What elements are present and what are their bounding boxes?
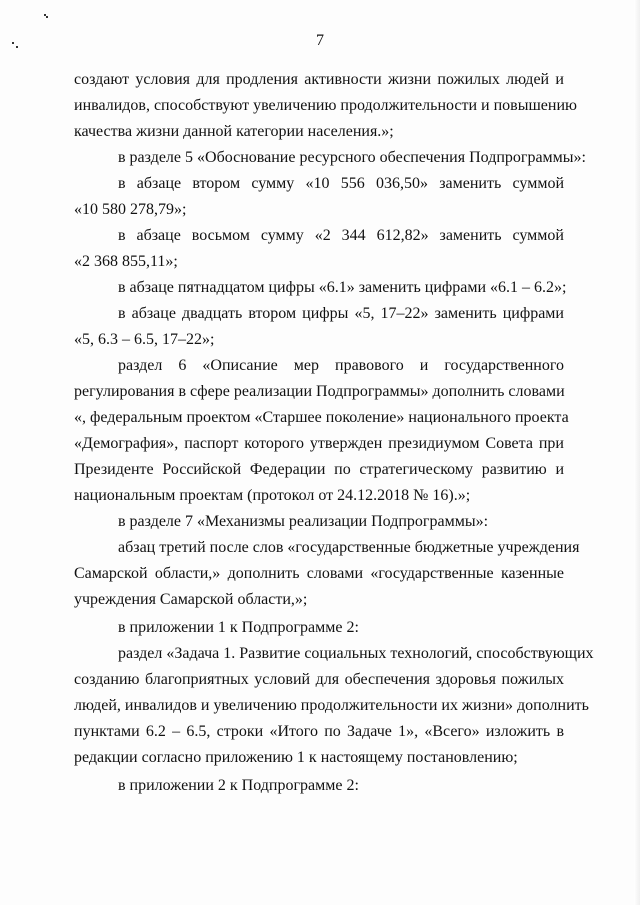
text-line: абзац третий после слов «государственные бюджетные учреждения (118, 539, 580, 556)
text-line: в приложении 1 к Подпрограмме 2: (118, 619, 359, 636)
text-line: «2 368 855,11»; (74, 253, 178, 270)
text-line: людей, инвалидов и увеличению продолжительности их жизни» дополнить (74, 697, 589, 714)
text-line: «10 580 278,79»; (74, 201, 187, 218)
text-line: созданию благоприятных условий для обеспечения здоровья пожилых (74, 671, 564, 688)
text-line: создают условия для продления активности жизни пожилых людей и (74, 71, 564, 88)
text-line: в разделе 5 «Обоснование ресурсного обеспечения Подпрограммы»: (118, 149, 586, 166)
text-line: в разделе 7 «Механизмы реализации Подпрограммы»: (118, 513, 489, 530)
text-line: в абзаце восьмом сумму «2 344 612,82» заменить суммой (118, 227, 564, 244)
scan-edge-shadow (634, 0, 640, 905)
scan-speck (46, 16, 48, 18)
text-line: «Демография», паспорт которого утвержден президиумом Совета при (74, 435, 564, 452)
text-line: в приложении 2 к Подпрограмме 2: (118, 777, 359, 794)
text-line: качества жизни данной категории населения.»; (74, 123, 394, 140)
page-number: 7 (316, 32, 324, 49)
text-line: учреждения Самарской области,»; (74, 591, 308, 608)
text-line: в абзаце двадцать втором цифры «5, 17–22» заменить цифрами (118, 305, 564, 322)
text-line: редакции согласно приложению 1 к настоящему постановлению; (74, 749, 518, 766)
text-line: раздел 6 «Описание мер правового и государственного (118, 357, 564, 374)
text-line: национальным проектам (протокол от 24.12.2018 № 16).»; (74, 487, 471, 504)
text-line: Самарской области,» дополнить словами «государственные казенные (74, 565, 564, 582)
text-line: раздел «Задача 1. Развитие социальных технологий, способствующих (118, 645, 594, 662)
text-line: регулирования в сфере реализации Подпрограммы» дополнить словами (74, 383, 565, 400)
text-line: Президенте Российской Федерации по стратегическому развитию и (74, 461, 564, 478)
text-line: в абзаце пятнадцатом цифры «6.1» заменить цифрами «6.1 – 6.2»; (118, 279, 567, 296)
text-line: пунктами 6.2 – 6.5, строки «Итого по Задаче 1», «Всего» изложить в (74, 723, 564, 740)
text-line: инвалидов, способствуют увеличению продолжительности и повышению (74, 97, 577, 114)
text-line: «, федеральным проектом «Старшее поколение» национального проекта (74, 409, 569, 426)
text-line: «5, 6.3 – 6.5, 17–22»; (74, 331, 215, 348)
text-line: в абзаце втором сумму «10 556 036,50» заменить суммой (118, 175, 564, 192)
